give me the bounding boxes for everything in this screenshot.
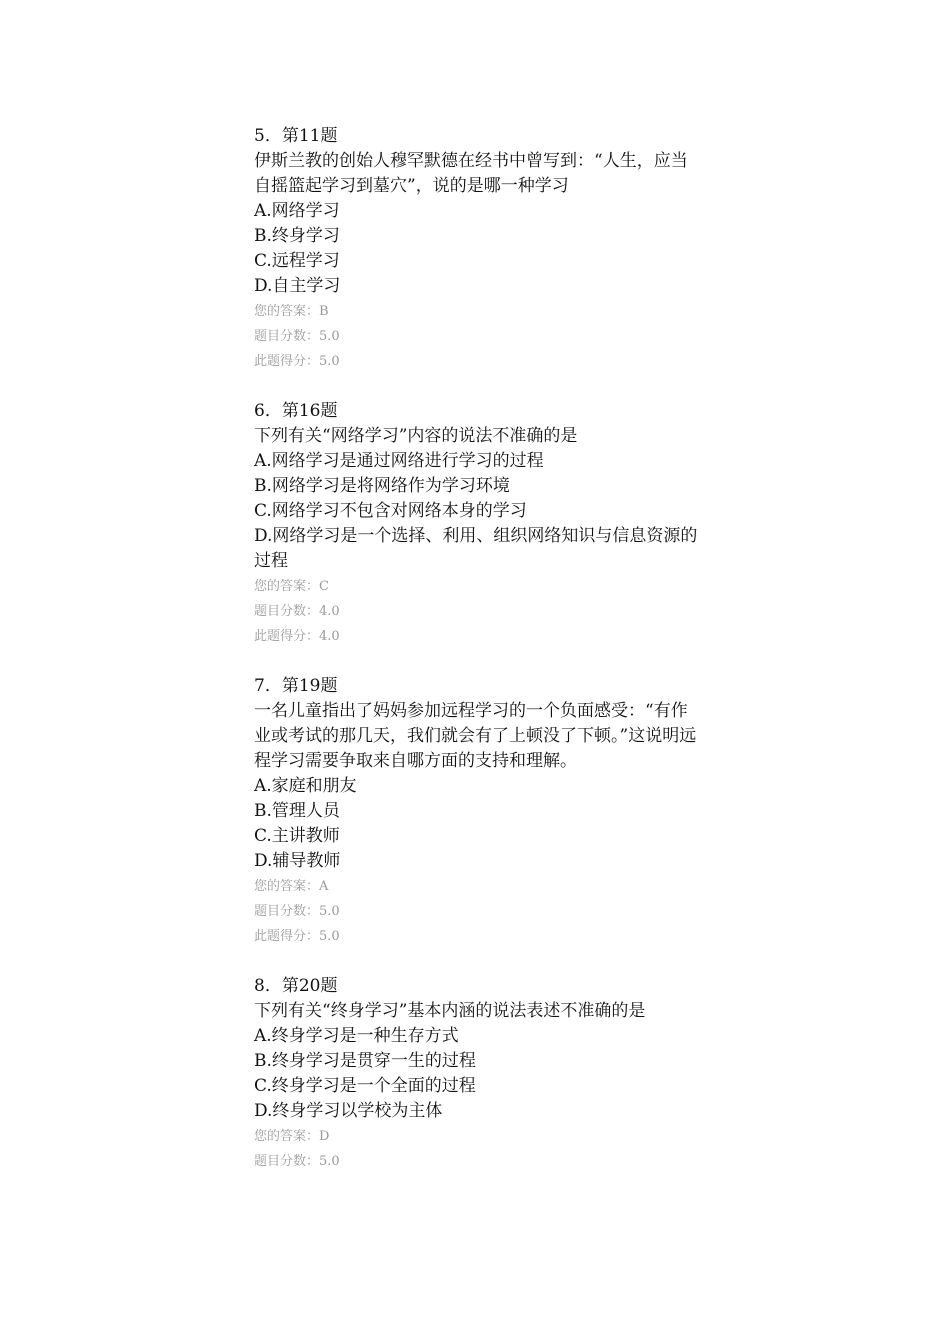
question-score: 题目分数：5.0 <box>254 329 340 344</box>
option-a: A.网络学习 <box>254 201 340 221</box>
option-d: D.终身学习以学校为主体 <box>254 1101 443 1121</box>
question-header: 8．第20题 <box>254 976 338 996</box>
question-header: 7．第19题 <box>254 676 338 696</box>
question-6 <box>254 399 704 649</box>
option-d: D.辅导教师 <box>254 851 341 871</box>
option-b: B.网络学习是将网络作为学习环境 <box>254 476 510 496</box>
option-c: C.远程学习 <box>254 251 340 271</box>
earned-score: 此题得分：5.0 <box>254 929 340 944</box>
earned-score: 此题得分：4.0 <box>254 629 340 644</box>
option-c: C.终身学习是一个全面的过程 <box>254 1076 476 1096</box>
question-stem: 下列有关“网络学习”内容的说法不准确的是 <box>254 426 578 446</box>
your-answer: 您的答案：C <box>254 579 329 594</box>
question-stem: 下列有关“终身学习”基本内涵的说法表述不准确的是 <box>254 1001 646 1021</box>
your-answer: 您的答案：D <box>254 1129 330 1144</box>
your-answer: 您的答案：A <box>254 879 329 894</box>
question-stem: 一名儿童指出了妈妈参加远程学习的一个负面感受：“有作业或考试的那几天，我们就会有了上顿没了下顿。”这说明远程学习需要争取来自哪方面的支持和理解。 <box>254 701 697 771</box>
question-header: 5．第11题 <box>254 126 338 146</box>
option-d: D.自主学习 <box>254 276 341 296</box>
option-c: C.网络学习不包含对网络本身的学习 <box>254 501 527 521</box>
question-7 <box>254 674 704 949</box>
question-5 <box>254 124 704 374</box>
document-page <box>254 124 704 1199</box>
option-a: A.家庭和朋友 <box>254 776 357 796</box>
your-answer: 您的答案：B <box>254 304 329 319</box>
question-8 <box>254 974 704 1174</box>
option-a: A.网络学习是通过网络进行学习的过程 <box>254 451 544 471</box>
earned-score: 此题得分：5.0 <box>254 354 340 369</box>
question-header: 6．第16题 <box>254 401 338 421</box>
option-d: D.网络学习是一个选择、利用、组织网络知识与信息资源的过程 <box>254 526 698 571</box>
question-score: 题目分数：5.0 <box>254 904 340 919</box>
option-c: C.主讲教师 <box>254 826 340 846</box>
option-b: B.管理人员 <box>254 801 340 821</box>
question-score: 题目分数：5.0 <box>254 1154 340 1169</box>
option-b: B.终身学习是贯穿一生的过程 <box>254 1051 476 1071</box>
question-score: 题目分数：4.0 <box>254 604 340 619</box>
option-a: A.终身学习是一种生存方式 <box>254 1026 459 1046</box>
option-b: B.终身学习 <box>254 226 340 246</box>
question-stem: 伊斯兰教的创始人穆罕默德在经书中曾写到：“人生，应当自摇篮起学习到墓穴”，说的是哪一种学习 <box>254 151 688 196</box>
